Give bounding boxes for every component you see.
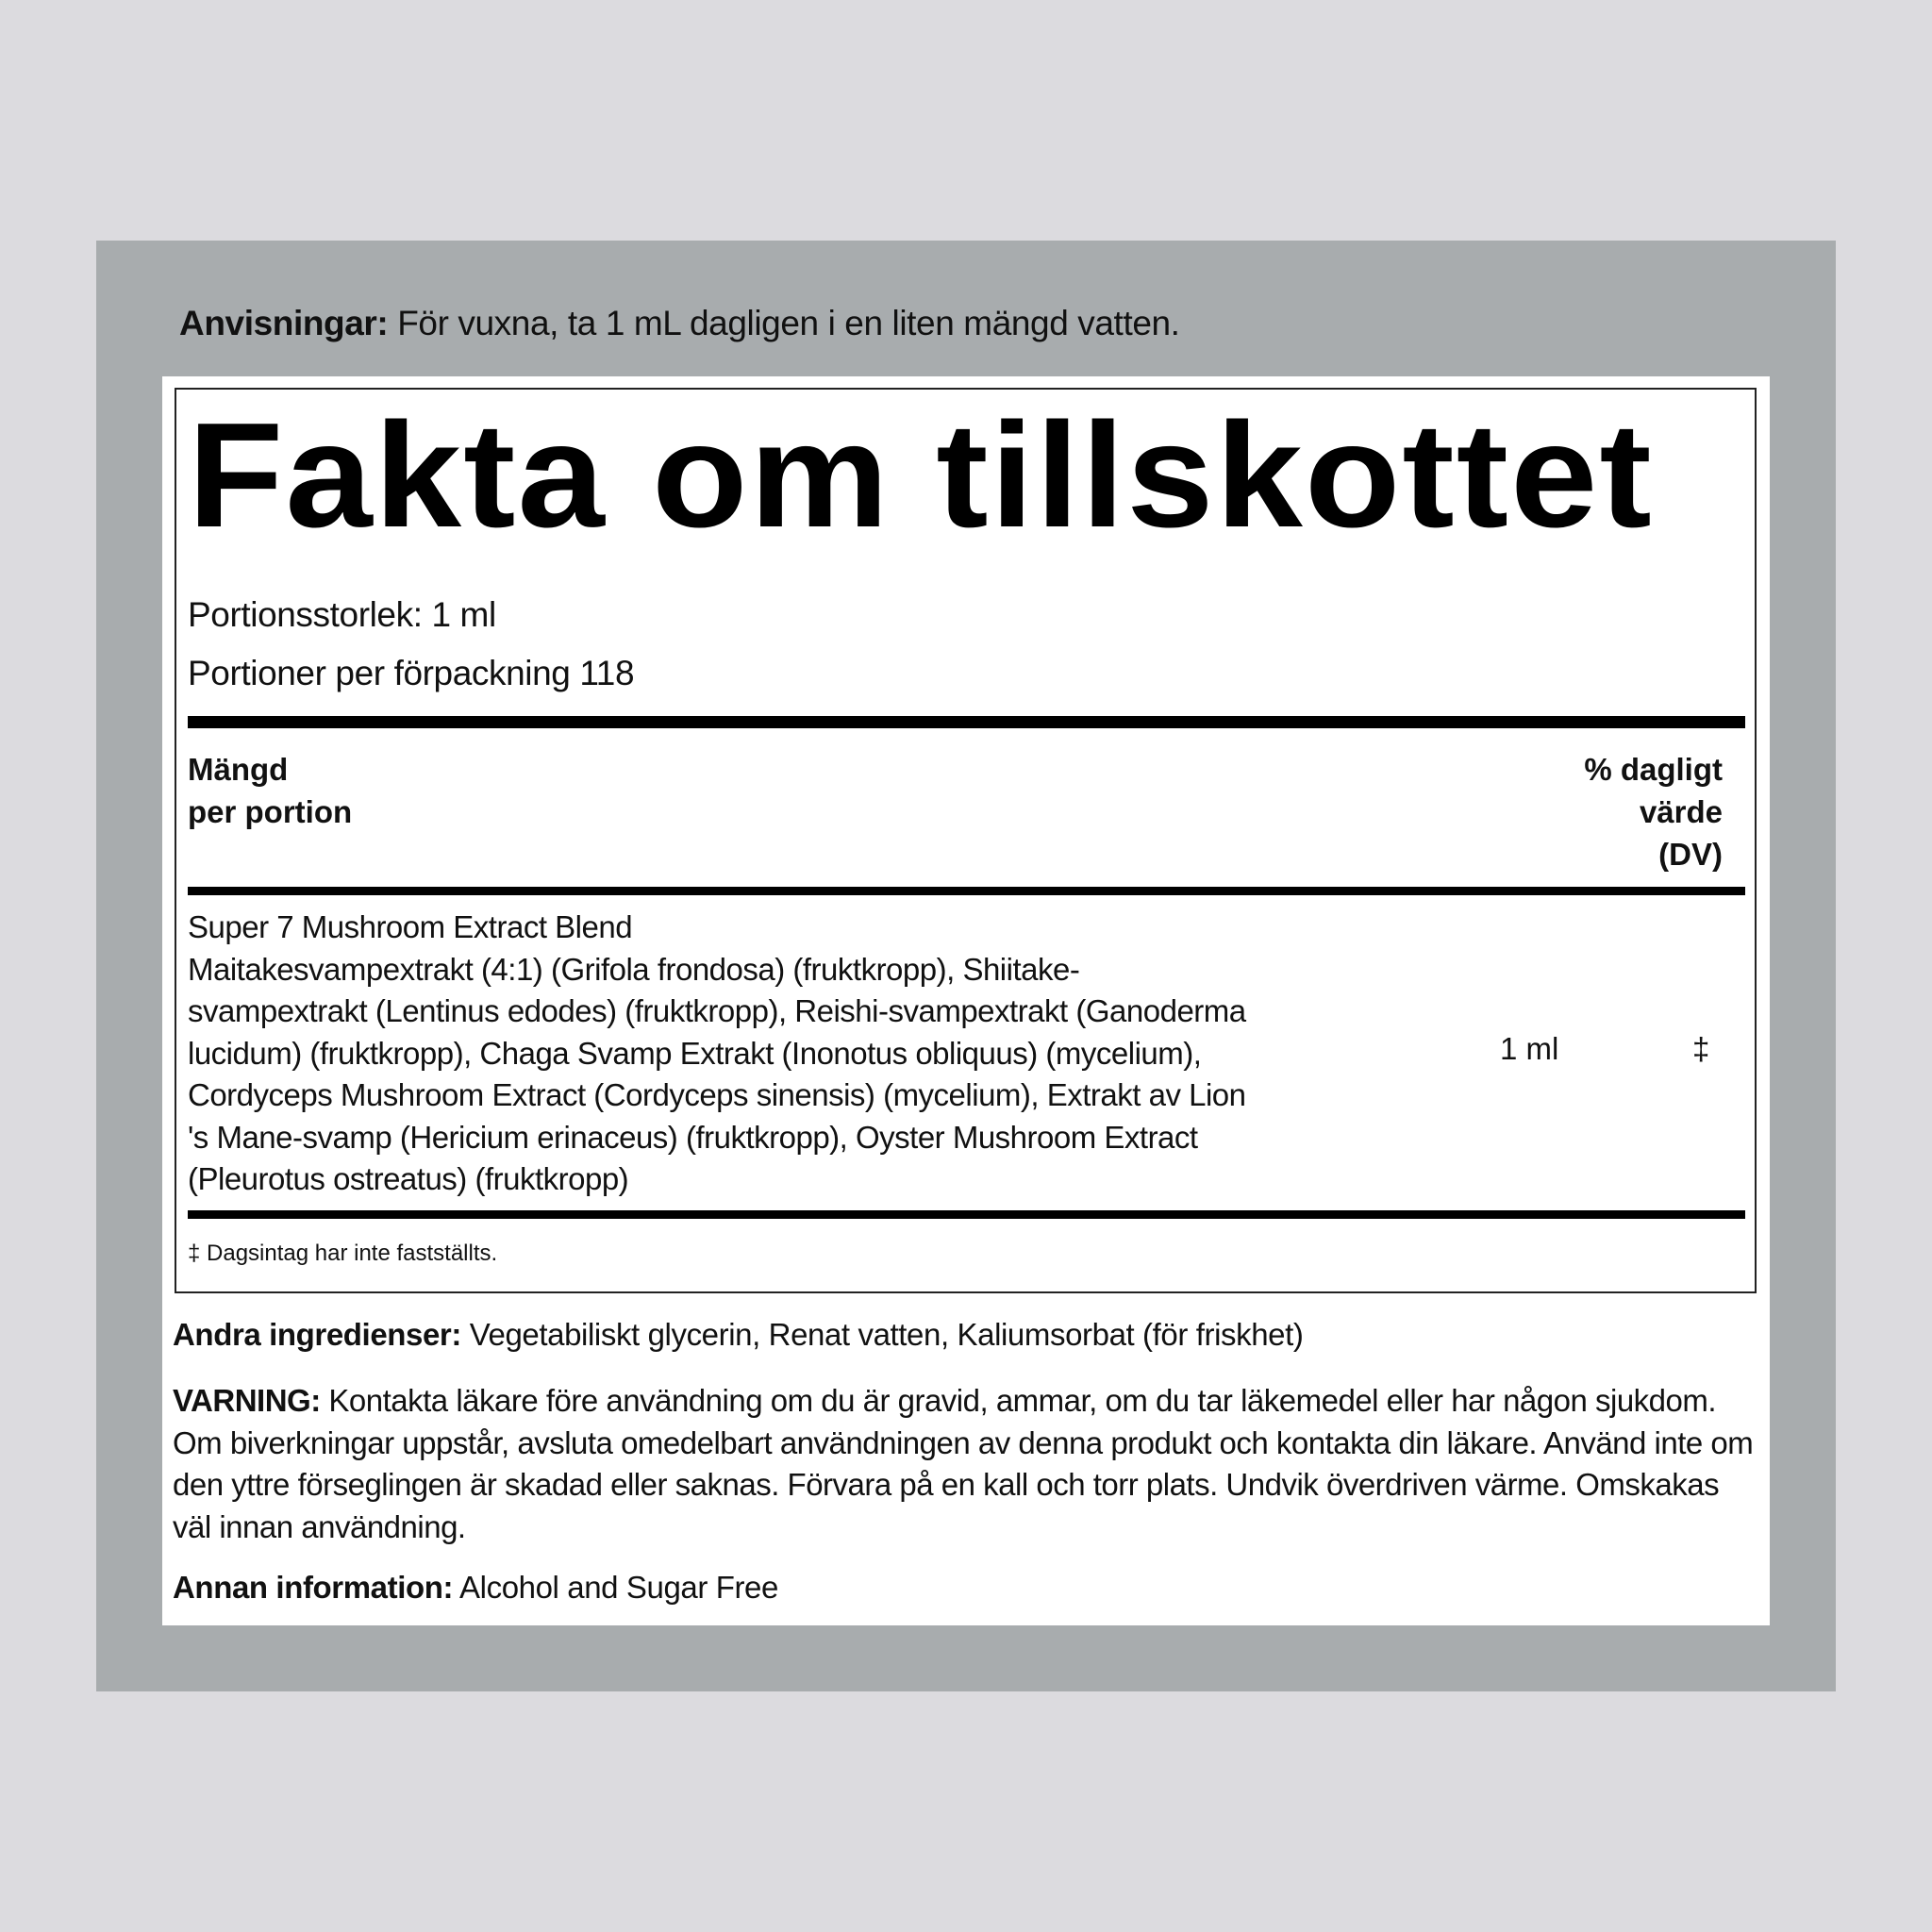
serving-size: Portionsstorlek: 1 ml: [188, 595, 496, 634]
footnote: ‡ Dagsintag har inte fastställts.: [188, 1241, 498, 1266]
blend-description: Maitakesvampextrakt (4:1) (Grifola frondosa) (fruktkropp), Shiitake-svampextrakt (Lentinus edodes) (fruktkropp), Reishi-svampextrakt (Ganoderma lucidum) (fruktkropp), Chaga Svamp Extrakt (Inonotus obliquus) (mycelium), Cordyceps Mushroom Extract (Cordyceps sinensis) (mycelium), Extrakt av Lion 's Mane-svamp (Hericium erinaceus) (fruktkropp), Oyster Mushroom Extract (Pleurotus ostreatus) (fruktkropp): [188, 951, 1246, 1196]
blend-amount: 1 ml: [1500, 1031, 1559, 1066]
other-ingredients-label: Andra ingredienser:: [173, 1317, 461, 1352]
daily-value-header-line: värde: [1639, 794, 1723, 829]
amount-header: [188, 748, 352, 833]
blend-name: Super 7 Mushroom Extract Blend: [188, 909, 633, 944]
warning-label: VARNING:: [173, 1383, 321, 1418]
amount-header-line: per portion: [188, 794, 353, 829]
divider-rule: [188, 716, 1745, 728]
warning-text: Kontakta läkare före användning om du är gravid, ammar, om du tar läkemedel eller har någon sjukdom. Om biverkningar uppstår, avsluta omedelbart användningen av denna produkt och kontakta din läkare. Använd inte om den yttre förseglingen är skadad eller saknas. Förvara på en kall och torr plats. Undvik överdriven värme. Omskakas väl innan användning.: [173, 1383, 1754, 1544]
other-information: [173, 1570, 778, 1606]
daily-value-header: [1584, 748, 1723, 875]
blend-daily-value: ‡: [1692, 1031, 1710, 1066]
facts-title: Fakta om tillskottet: [188, 392, 1654, 558]
ingredient-row: [188, 907, 1254, 1201]
daily-value-header-line: % dagligt: [1584, 752, 1723, 787]
divider-rule: [188, 887, 1745, 895]
other-information-text: Alcohol and Sugar Free: [453, 1570, 778, 1605]
other-information-label: Annan information:: [173, 1570, 454, 1605]
directions-text: För vuxna, ta 1 mL dagligen i en liten mängd vatten.: [388, 304, 1180, 342]
supplement-facts-box: [175, 388, 1757, 1293]
servings-per-container: Portioner per förpackning 118: [188, 654, 635, 692]
other-ingredients: [173, 1317, 1303, 1353]
directions: [179, 304, 1180, 343]
directions-label: Anvisningar:: [179, 304, 389, 342]
daily-value-header-line: (DV): [1658, 837, 1723, 872]
divider-rule: [188, 1210, 1745, 1219]
other-ingredients-text: Vegetabiliskt glycerin, Renat vatten, Kaliumsorbat (för friskhet): [460, 1317, 1304, 1352]
warning: [173, 1380, 1757, 1548]
amount-header-line: Mängd: [188, 752, 289, 787]
